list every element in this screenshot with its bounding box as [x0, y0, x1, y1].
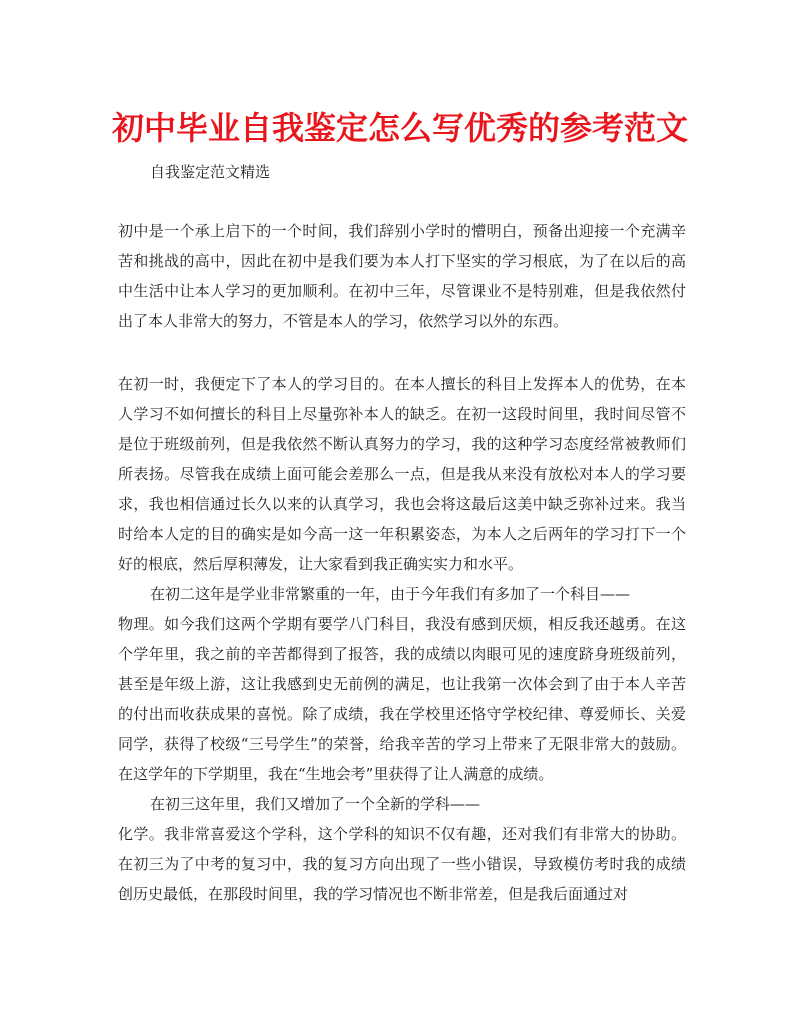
paragraph-3-lead: 在初二这年是学业非常繁重的一年，由于今年我们有多加了一个科目—— — [150, 585, 631, 603]
paragraph-4-text: 化学。我非常喜爱这个学科，这个学科的知识不仅有趣，还对我们有非常大的协助。在初三为了中考的复习中，我的复习方向出现了一些小错误，导致模仿考时我的成绩创历史最低，在那段时间里，我的学习情况也不断非常差，但是我后面通过对 — [118, 825, 686, 903]
paragraph-4-lead: 在初三这年里，我们又增加了一个全新的学科—— — [150, 795, 481, 813]
paragraph-1: 初中是一个承上启下的一个时间，我们辞别小学时的懵明白，预备出迎接一个充满辛苦和挑战的高中，因此在初中是我们要为本人打下坚实的学习根底，为了在以后的高中生活中让本人学习的更加顺利。在初中三年，尽管课业不是特别难，但是我依然付出了本人非常大的努力，不管是本人的学习，依然学习以外的东西。 — [118, 222, 686, 330]
paragraph-3-text: 物理。如今我们这两个学期有要学八门科目，我没有感到厌烦，相反我还越勇。在这个学年里，我之前的辛苦都得到了报答，我的成绩以肉眼可见的速度跻身班级前列，甚至是年级上游，这让我感到史无前例的满足，也让我第一次体会到了由于本人辛苦的付出而收获成果的喜悦。除了成绩，我在学校里还恪守学校纪律、尊爱师长、关爱同学，获得了校级“三号学生”的荣誉，给我辛苦的学习上带来了无限非常大的鼓励。在这学年的下学期里，我在“生地会考”里获得了让人满意的成绩。 — [118, 615, 686, 783]
document-title: 初中毕业自我鉴定怎么写优秀的参考范文 — [111, 109, 688, 147]
paragraph-3 — [118, 579, 686, 789]
document-body — [118, 216, 686, 909]
document-subtitle: 自我鉴定范文精选 — [150, 163, 271, 181]
paragraph-2: 在初一时，我便定下了本人的学习目的。在本人擅长的科目上发挥本人的优势，在本人学习不如何擅长的科目上尽量弥补本人的缺乏。在初一这段时间里，我时间尽管不是位于班级前列，但是我依然不断认真努力的学习，我的这种学习态度经常被教师们所表扬。尽管我在成绩上面可能会差那么一点，但是我从来没有放松对本人的学习要求，我也相信通过长久以来的认真学习，我也会将这最后这美中缺乏弥补过来。我当时给本人定的目的确实是如今高一这一年积累姿态，为本人之后两年的学习打下一个好的根底，然后厚积薄发，让大家看到我正确实实力和水平。 — [118, 375, 686, 573]
paragraph-4 — [118, 789, 686, 909]
